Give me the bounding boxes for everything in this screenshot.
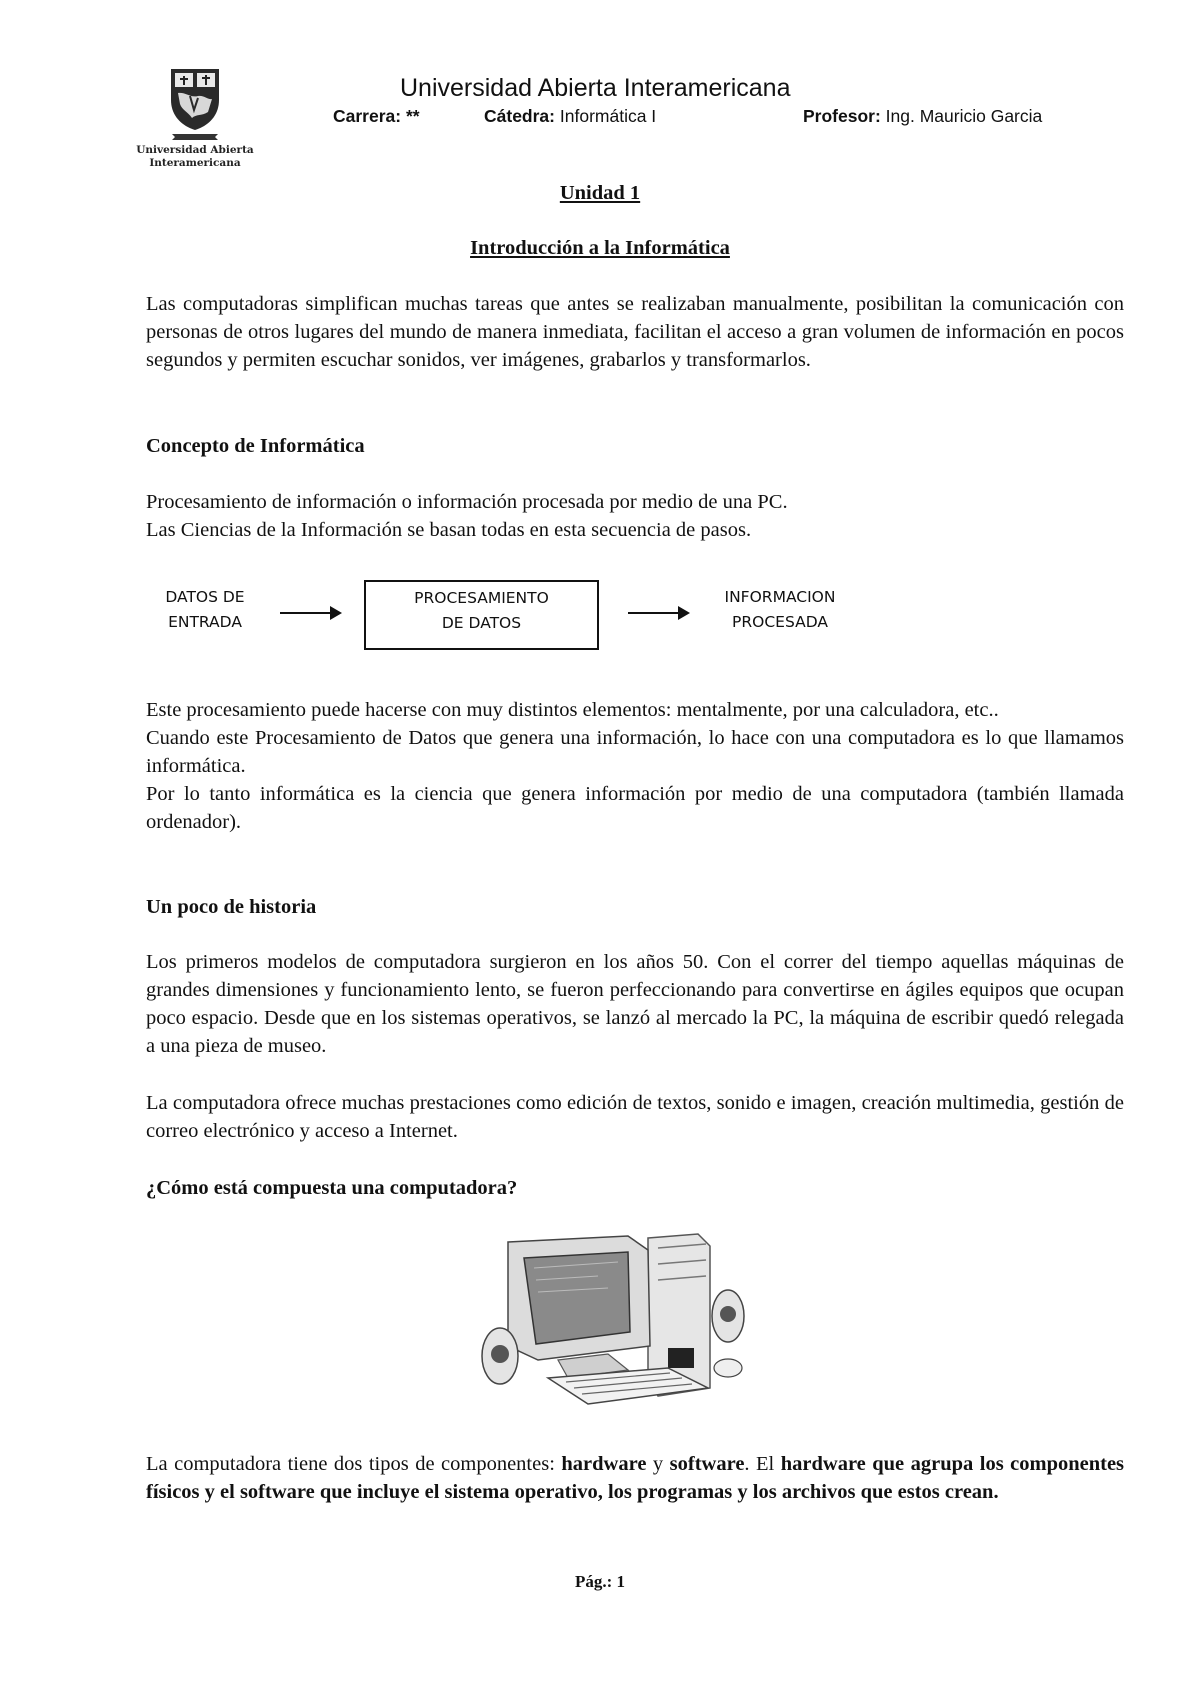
monitor-screen bbox=[524, 1252, 630, 1344]
profesor-value: Ing. Mauricio Garcia bbox=[885, 106, 1043, 126]
input-label: DATOS DE ENTRADA bbox=[165, 588, 245, 631]
arrow-right-icon bbox=[280, 612, 340, 614]
output-label: INFORMACION PROCESADA bbox=[724, 588, 836, 631]
concept-line2: Las Ciencias de la Información se basan todas en esta secuencia de pasos. bbox=[146, 519, 752, 541]
concept-text bbox=[146, 488, 1124, 544]
mouse bbox=[714, 1359, 742, 1377]
logo-text-line2: Interamericana bbox=[149, 157, 241, 169]
logo-text-line1: Universidad Abierta bbox=[136, 144, 254, 156]
components-definition: hardware que agrupa los componentes físicos y el software que incluye el sistema operativo, los programas y los archivos que estos crean. bbox=[146, 1453, 1125, 1503]
ribbon-icon bbox=[170, 132, 220, 142]
header-profesor bbox=[803, 106, 1042, 127]
concept-heading: Concepto de Informática bbox=[146, 435, 365, 457]
components-paragraph: La computadora tiene dos tipos de componentes: hardware y software. El hardware que agrupa los componentes físicos y el software que incluye el sistema operativo, los programas y los archivos que estos crean. bbox=[146, 1453, 1125, 1503]
arrow-right-icon bbox=[628, 612, 688, 614]
processing-paragraph-2: Cuando este Procesamiento de Datos que genera una información, lo hace con una computadora es lo que llamamos informática. bbox=[146, 727, 1124, 777]
profesor-label: Profesor: bbox=[803, 106, 881, 126]
intro-title: Introducción a la Informática bbox=[470, 237, 730, 259]
process-diagram bbox=[140, 576, 900, 656]
header-catedra bbox=[484, 106, 656, 127]
carrera-value: ** bbox=[405, 106, 420, 126]
software-term: software bbox=[669, 1453, 745, 1475]
computer-illustration bbox=[478, 1228, 778, 1418]
intro-paragraph: Las computadoras simplifican muchas tareas que antes se realizaban manualmente, posibilitan la comunicación con personas de otros lugares del mundo de manera inmediata, facilitan el acceso a gran volumen de información en pocos segundos y permiten escuchar sonidos, ver imágenes, grabarlos y transformarlos. bbox=[146, 293, 1124, 371]
shield-icon bbox=[168, 66, 222, 132]
carrera-label: Carrera: bbox=[333, 106, 402, 126]
speaker-cone-icon bbox=[491, 1345, 509, 1363]
catedra-label: Cátedra: bbox=[484, 106, 555, 126]
hardware-term: hardware bbox=[561, 1453, 647, 1475]
speaker-cone-icon bbox=[720, 1306, 736, 1322]
tower-panel bbox=[668, 1348, 694, 1368]
processing-paragraph-3: Por lo tanto informática es la ciencia que genera información por medio de una computadora (también llamada ordenador). bbox=[146, 783, 1124, 833]
page-number: Pág.: 1 bbox=[574, 1572, 626, 1591]
catedra-value: Informática I bbox=[559, 106, 657, 126]
processing-paragraph-1: Este procesamiento puede hacerse con muy distintos elementos: mentalmente, por una calculadora, etc.. bbox=[146, 699, 999, 721]
university-logo bbox=[130, 66, 260, 170]
history-paragraph-1: Los primeros modelos de computadora surgieron en los años 50. Con el correr del tiempo aquellas máquinas de grandes dimensiones y funcionamiento lento, se fueron perfeccionando para convertirse en ágiles equipos que ocupan poco espacio. Desde que en los sistemas operativos, se lanzó al mercado la PC, la máquina de escribir quedó relegada a una pieza de museo. bbox=[146, 951, 1124, 1057]
unit-title: Unidad 1 bbox=[559, 182, 641, 204]
university-title: Universidad Abierta Interamericana bbox=[400, 74, 791, 102]
history-paragraph-2: La computadora ofrece muchas prestaciones como edición de textos, sonido e imagen, creación multimedia, gestión de correo electrónico y acceso a Internet. bbox=[146, 1092, 1124, 1142]
concept-line1: Procesamiento de información o información procesada por medio de una PC. bbox=[146, 491, 788, 513]
processing-section bbox=[146, 696, 1124, 836]
composition-heading: ¿Cómo está compuesta una computadora? bbox=[146, 1177, 518, 1199]
history-heading: Un poco de historia bbox=[146, 896, 317, 918]
header-carrera bbox=[333, 106, 420, 127]
process-label: PROCESAMIENTO DE DATOS bbox=[414, 589, 549, 632]
